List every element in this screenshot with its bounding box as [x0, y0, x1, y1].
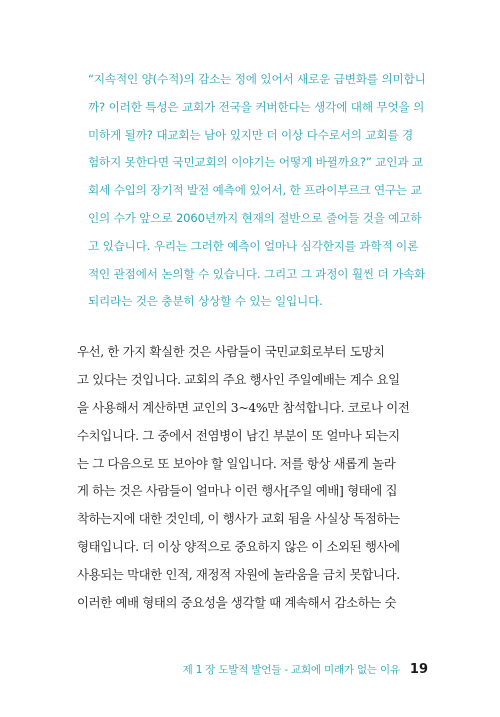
quote-line: 고 있습니다. 우리는 그러한 예측이 얼마나 심각한지를 과학적 이론 [88, 238, 419, 253]
quote-line: 적인 관점에서 논의할 수 있습니다. 그리고 그 과정이 훨씬 더 가속화 [88, 266, 426, 281]
body-line: 우선, 한 가지 확실한 것은 사람들이 국민교회로부터 도망치 [77, 344, 385, 359]
body-paragraph [77, 338, 433, 617]
quote-line: 미하게 될까? 대교회는 남아 있지만 더 이상 다수로서의 교회를 경 [88, 127, 414, 142]
body-line: 게 하는 것은 사람들이 얼마나 이런 행사[주일 예배] 형태에 집 [77, 483, 398, 499]
quote-line: “지속적인 양(수적)의 감소는 정에 있어서 새로운 급변화를 의미합니 [88, 72, 426, 86]
quote-block [88, 66, 436, 316]
quote-line: 되리라는 것은 충분히 상상할 수 있는 일입니다. [88, 294, 323, 309]
quote-line: 험하지 못한다면 국민교회의 이야기는 어떻게 바뀔까요?” 교인과 교 [88, 155, 423, 170]
page-footer [183, 662, 428, 677]
page-number: 19 [409, 662, 428, 677]
body-line: 형태입니다. 더 이상 양적으로 중요하지 않은 이 소외된 행사에 [77, 539, 400, 555]
quote-line: 인의 수가 앞으로 2060년까지 현재의 절반으로 줄어들 것을 예고하 [88, 210, 422, 225]
quote-line: 까? 이러한 특성은 교회가 전국을 커버한다는 생각에 대해 무엇을 의 [88, 99, 425, 114]
quote-line: 회세 수입의 장기적 발전 예측에 있어서, 한 프라이부르크 연구는 교 [88, 183, 422, 198]
body-line: 사용되는 막대한 인적, 재정적 자원에 놀라움을 금치 못합니다. [77, 567, 400, 583]
body-line: 이러한 예배 형태의 중요성을 생각할 때 계속해서 감소하는 숫 [77, 595, 397, 611]
body-line: 는 그 다음으로 또 보아야 할 일입니다. 저를 항상 새롭게 놀라 [77, 455, 396, 471]
body-line: 고 있다는 것입니다. 교회의 주요 행사인 주일예배는 계수 요일 [77, 371, 400, 387]
body-line: 수치입니다. 그 중에서 전염병이 남긴 부분이 또 얼마나 되는지 [77, 427, 400, 443]
body-line: 착하는지에 대한 것인데, 이 행사가 교회 됨을 사실상 독점하는 [77, 511, 400, 527]
body-line: 을 사용해서 계산하면 교인의 3~4%만 참석합니다. 코로나 이전 [77, 399, 410, 415]
running-title: 제 1 장 도발적 발언들 - 교회에 미래가 없는 이유 [182, 664, 400, 676]
